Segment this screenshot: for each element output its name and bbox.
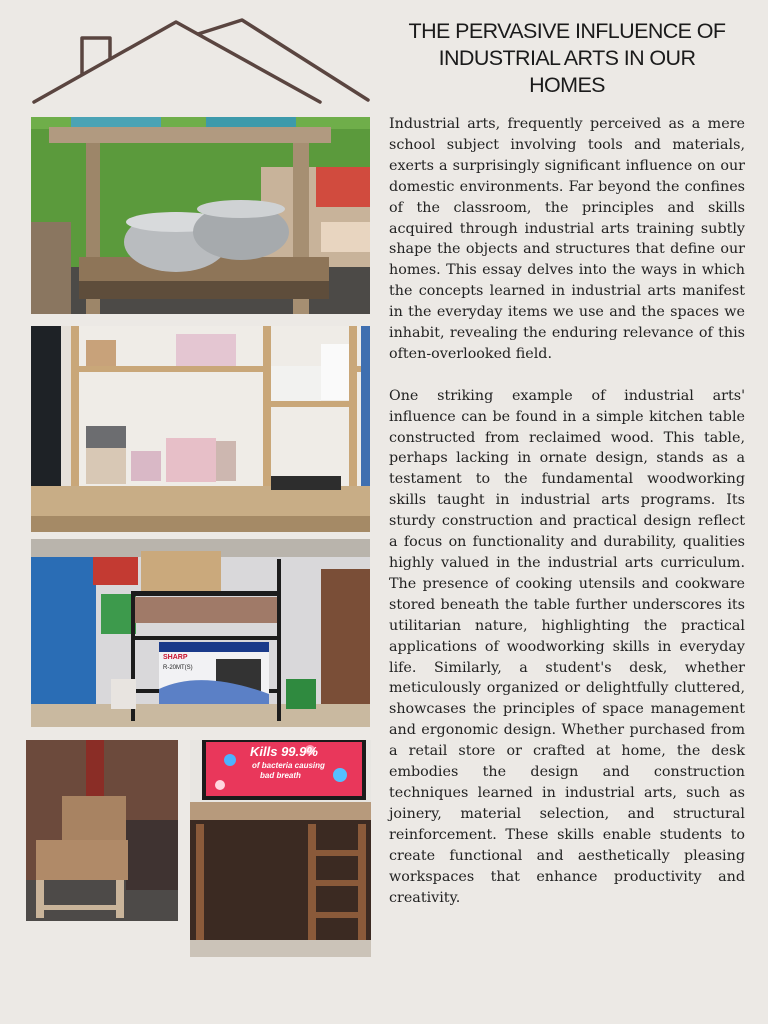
title-line-3: HOMES	[529, 73, 605, 97]
essay-body	[389, 114, 745, 908]
box-brand-text: SHARP	[163, 654, 188, 661]
tv-text-line-1: Kills 99.9%	[250, 744, 318, 759]
tv-text-line-3: bad breath	[260, 771, 301, 780]
photo-wooden-table	[31, 117, 370, 314]
title-line-1: THE PERVASIVE INFLUENCE OF	[408, 19, 726, 43]
house-roof-icon	[28, 14, 378, 108]
title-line-2: INDUSTRIAL ARTS IN OUR	[438, 46, 696, 70]
paragraph-1: Industrial arts, frequently perceived as a mere school subject involving tools and materials, exerts a surprisingly significant influence on our domestic environments. Far beyond the confines of the classroom, the principles and skills acquired through industrial arts training subtly shape the objects and structures that define our homes. This essay delves into the ways in which the concepts learned in industrial arts manifest in the everyday items we use and the spaces we inhabit, revealing the enduring relevance of this often-overlooked field.	[389, 116, 745, 362]
page-title	[384, 18, 750, 99]
box-model-text: R-20MT(S)	[163, 665, 193, 671]
photo-student-desk	[31, 326, 370, 532]
photo-tv-desk	[190, 740, 371, 957]
photo-wooden-chair	[26, 740, 178, 921]
tv-text-line-2: of bacteria causing	[252, 761, 325, 770]
photo-kitchen-rack	[31, 539, 370, 727]
paragraph-2: One striking example of industrial arts' influence can be found in a simple kitchen table constructed from reclaimed wood. This table, perhaps lacking in ornate design, stands as a testament to the fundamental woodworking skills taught in industrial arts programs. Its sturdy construction and practical design reflect a focus on functionality and durability, qualities highly valued in the industrial arts curriculum. The presence of cooking utensils and cookware stored beneath the table further underscores its utilitarian nature, highlighting the practical applications of woodworking skills in everyday life. Similarly, a student's desk, whether meticulously organized or delightfully cluttered, showcases the principles of space management and ergonomic design. Whether purchased from a retail store or crafted at home, the desk embodies the design and construction techniques learned in industrial arts, such as joinery, material selection, and structural reinforcement. These skills enable students to create functional and aesthetically pleasing workspaces that enhance productivity and creativity.	[389, 387, 745, 906]
